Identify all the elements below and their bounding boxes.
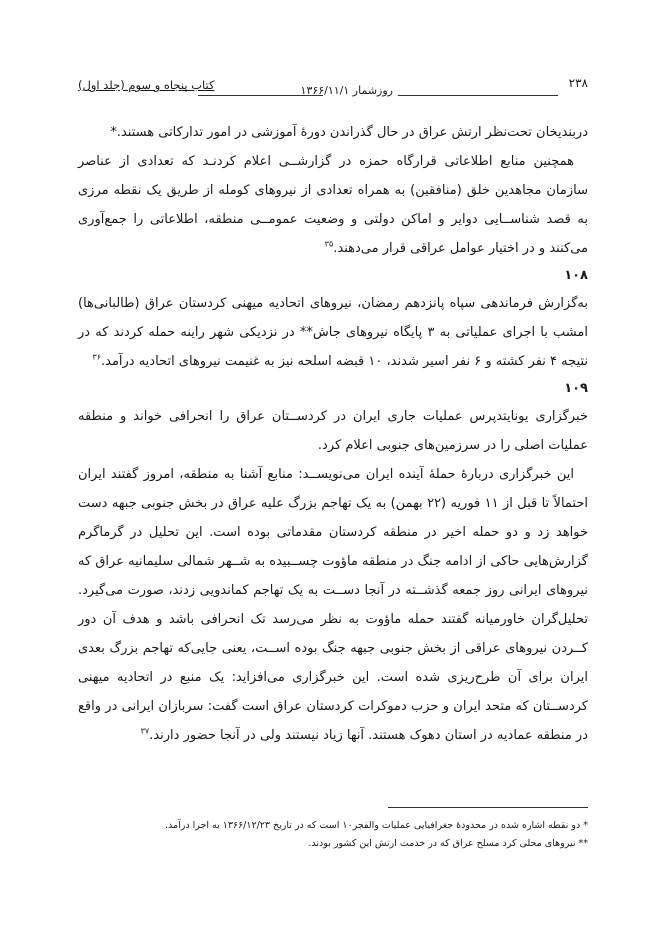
book-title: کتاب پنجاه و سوم (جلد اول) (78, 78, 215, 92)
entry-number-109: ۱۰۹ (564, 381, 588, 396)
endnote-ref-37: ۳۷ (140, 726, 150, 736)
entry-108-text: به‌گزارش فرماندهی سپاه پانزدهم رمضان، نیروهای اتحادیه میهنی کردستان عراق (طالبانی‌ها) امشب با اجرای عملیاتی به ۳ پایگاه نیروهای جاش** در نزدیکی شهر راینه حمله کردند که در نتیجه ۴ نفر کشته و ۶ نفر اسیر شدند، ۱۰ قبضه اسلحه نیز به غنیمت نیروهای اتحادیه درآمد. (78, 296, 588, 369)
page-number: ۲۳۸ (568, 76, 588, 90)
footnote-divider (388, 807, 588, 808)
intro-paragraph-2 (78, 147, 588, 263)
document-page (78, 0, 588, 944)
entry-number-108: ۱۰۸ (564, 268, 588, 283)
running-header (78, 76, 588, 98)
chronicle-date: روزشمار ۱۳۶۶/۱۱/۱ (300, 84, 393, 97)
footnote-2: ** نیروهای محلی کرد مسلح عراق که در خدمت ارتش این کشور بودند. (308, 838, 588, 849)
intro-paragraph-2-text: همچنین منابع اطلاعاتی قرارگاه حمزه در گزارشــی اعلام کردنـد که تعدادی از عناصر سازمان مجاهدین خلق (منافقین) به همراه تعدادی از نیروهای کومله از طریق یک نقطه مرزی به قصد شناســایی دوایر و اماکن دولتی و وضعیت عمومــی منطقه، اطلاعاتی را جمع‌آوری می‌کنند و در اختیار عوامل عراقی قرار می‌دهند. (78, 154, 588, 256)
entry-109-paragraph-2-text: این خبرگزاری دربارهٔ حملهٔ آینده ایران می‌نویســد: منابع آشنا به منطقه، امروز گفتند ایران احتمالاً تا قبل از ۱۱ فوریه (۲۲ بهمن) به یک تهاجم بزرگ علیه عراق در بخش جنوبی جبهه دست خواهد زد و دو حمله اخیر در منطقه کردستان مقدماتی بوده است. این تحلیل در گرماگرم گزارش‌هایی حاکی از ادامه جنگ در منطقه ماؤوت چســبیده به شــهر شمالی سلیمانیه عراق که نیروهای ایرانی روز جمعه گذشــته در آنجا دســت به یک تهاجم کماندویی زدند، صورت می‌گیرد. تحلیل‌گران خاورمیانه گفتند حمله ماؤوت به نظر می‌رسد تک انحرافی باشد و هدف آن دور کــردن نیروهای عراقی از بخش جنوبی جبهه جنگ بوده اســت، یعنی جایی‌که تهاجم بزرگ بعدی ایران برای آن طرح‌ریزی شده است. این خبرگزاری می‌افزاید: یک منبع در اتحادیه میهنی کردســتان که متحد ایران و حزب دموکرات کردستان عراق است گفت: سربازان ایرانی در واقع در منطقه عمادیه در استان دهوک هستند. آنها زیاد نیستند ولی در آنجا حضور دارند. (78, 467, 588, 743)
header-rule-left (198, 95, 323, 96)
body-text (78, 118, 588, 750)
endnote-ref-36: ۳۶ (92, 352, 101, 362)
footnotes (78, 817, 588, 853)
intro-paragraph-1: دربندیخان تحت‌نظر ارتش عراق در حال گذراندن دورهٔ آموزشی در امور تدارکاتی هستند.* (110, 125, 588, 140)
endnote-ref-35: ۳۵ (324, 239, 334, 249)
entry-109-paragraph-2 (78, 460, 588, 750)
footnote-1: * دو نقطه اشاره شده در محدودهٔ جغرافیایی عملیات والفجر۱۰ است که در تاریخ ۱۳۶۶/۱۲/۲۳ به اجرا درآمد. (165, 820, 588, 831)
header-rule-right (398, 95, 558, 96)
entry-108-paragraph (78, 289, 588, 376)
entry-109-paragraph-1: خبرگزاری یونایتدپرس عملیات جاری ایران در کردســتان عراق را انحرافی خواند و منطقه عملیات اصلی را در سرزمین‌های جنوبی اعلام کرد. (78, 409, 588, 453)
